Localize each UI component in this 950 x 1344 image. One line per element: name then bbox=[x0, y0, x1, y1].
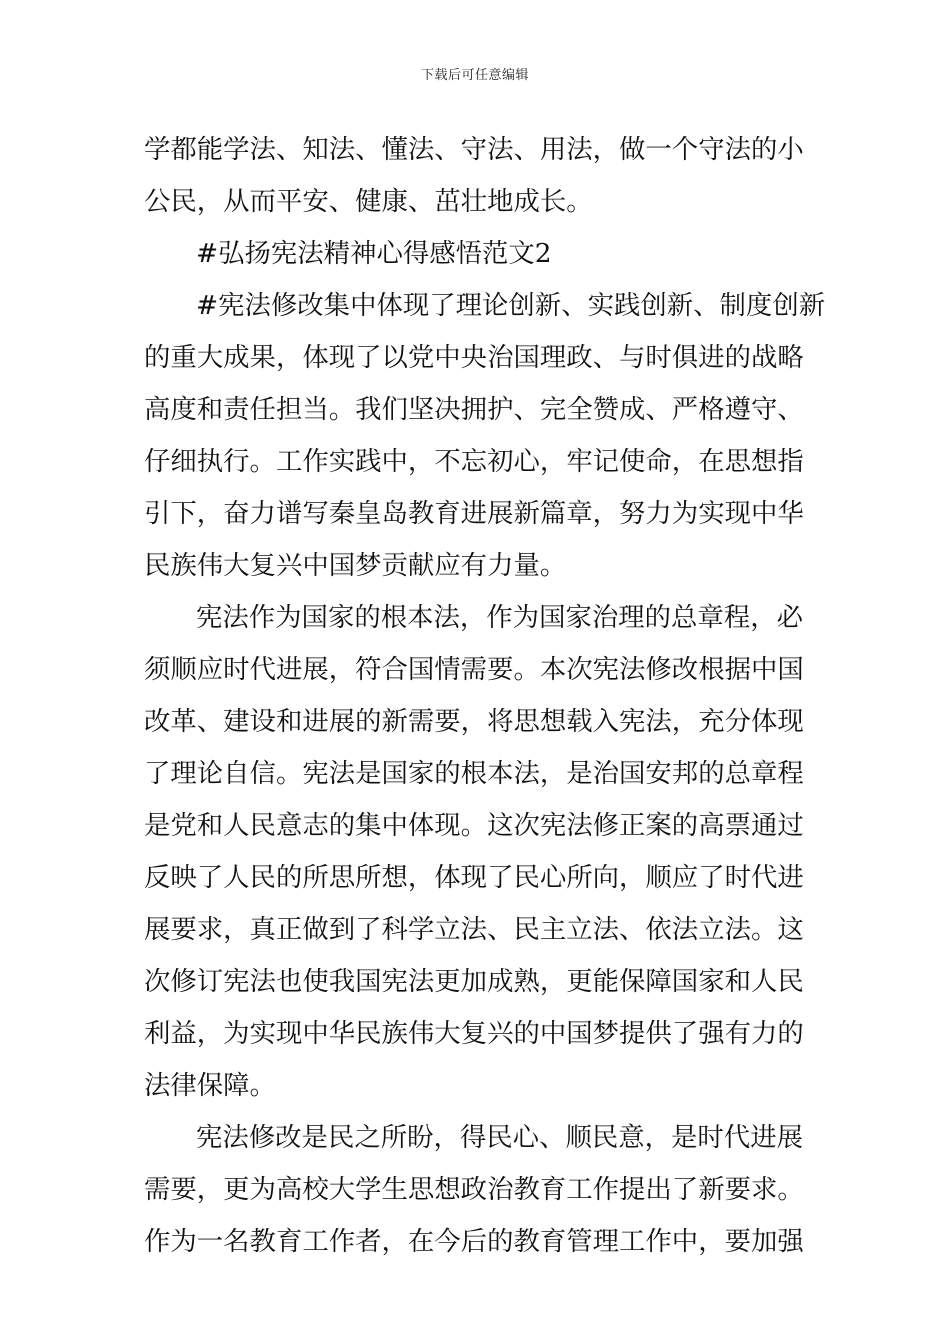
text-line: 的重大成果，体现了以党中央治国理政、与时俱进的战略 bbox=[144, 342, 804, 373]
document-body bbox=[144, 124, 826, 1268]
text-line: 法律保障。 bbox=[144, 1070, 276, 1101]
text-line: 民族伟大复兴中国梦贡献应有力量。 bbox=[144, 550, 567, 581]
page-header: 下载后可任意编辑 bbox=[420, 68, 529, 83]
text-line: 需要，更为高校大学生思想政治教育工作提出了新要求。 bbox=[144, 1174, 804, 1205]
text-line: 高度和责任担当。我们坚决拥护、完全赞成、严格遵守、 bbox=[144, 394, 804, 425]
text-line: #弘扬宪法精神心得感悟范文2 bbox=[196, 238, 552, 269]
text-line: 宪法作为国家的根本法，作为国家治理的总章程，必 bbox=[196, 602, 803, 633]
text-line: 利益，为实现中华民族伟大复兴的中国梦提供了强有力的 bbox=[144, 1018, 804, 1049]
text-line: 展要求，真正做到了科学立法、民主立法、依法立法。这 bbox=[144, 914, 804, 945]
text-line: 宪法修改是民之所盼，得民心、顺民意，是时代进展 bbox=[196, 1122, 803, 1153]
text-line: #宪法修改集中体现了理论创新、实践创新、制度创新 bbox=[196, 290, 826, 321]
text-line: 仔细执行。工作实践中，不忘初心，牢记使命，在思想指 bbox=[144, 446, 804, 477]
text-line: 公民，从而平安、健康、茁壮地成长。 bbox=[144, 186, 593, 217]
text-line: 反映了人民的所思所想，体现了民心所向，顺应了时代进 bbox=[144, 862, 804, 893]
text-line: 次修订宪法也使我国宪法更加成熟，更能保障国家和人民 bbox=[144, 966, 804, 997]
text-line: 须顺应时代进展，符合国情需要。本次宪法修改根据中国 bbox=[144, 654, 804, 685]
text-line: 引下，奋力谱写秦皇岛教育进展新篇章，努力为实现中华 bbox=[144, 498, 804, 529]
text-line: 是党和人民意志的集中体现。这次宪法修正案的高票通过 bbox=[144, 810, 804, 841]
text-line: 改革、建设和进展的新需要，将思想载入宪法，充分体现 bbox=[144, 706, 804, 737]
text-line: 了理论自信。宪法是国家的根本法，是治国安邦的总章程 bbox=[144, 758, 804, 789]
text-line: 学都能学法、知法、懂法、守法、用法，做一个守法的小 bbox=[144, 134, 804, 165]
text-line: 作为一名教育工作者，在今后的教育管理工作中，要加强 bbox=[144, 1226, 804, 1257]
